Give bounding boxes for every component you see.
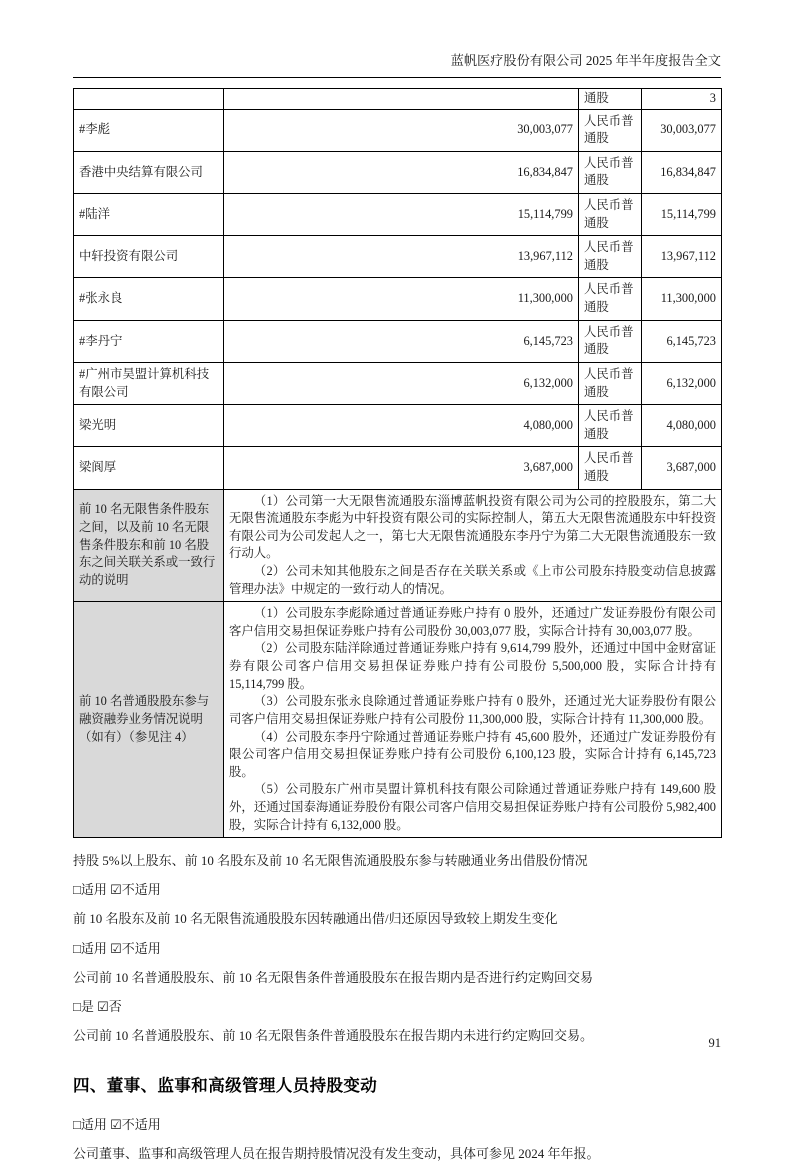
cell-amount: 30,003,077: [224, 109, 579, 151]
cell-name: 中轩投资有限公司: [74, 236, 224, 278]
table-row: [74, 236, 722, 278]
cell-share-type: 人民币普通股: [579, 109, 642, 151]
cell-name: #李彪: [74, 109, 224, 151]
cell-name: #张永良: [74, 278, 224, 320]
cell-amount: 15,114,799: [224, 194, 579, 236]
cell-amount: 4,080,000: [224, 405, 579, 447]
cell-share-type: 人民币普通股: [579, 278, 642, 320]
cell-name: [74, 89, 224, 110]
cell-share-number: 6,132,000: [642, 362, 722, 404]
cell-share-number: 16,834,847: [642, 151, 722, 193]
cell-name: #陆洋: [74, 194, 224, 236]
cell-share-number: 4,080,000: [642, 405, 722, 447]
question-1-choice[interactable]: □适用 ☑不适用: [73, 882, 161, 898]
table-row-carryover: [74, 89, 722, 110]
cell-share-number: 6,145,723: [642, 320, 722, 362]
cell-amount: 6,132,000: [224, 362, 579, 404]
cell-share-number: 15,114,799: [642, 194, 722, 236]
cell-amount: 13,967,112: [224, 236, 579, 278]
margin-note-paragraph: （2）公司股东陆洋除通过普通证券账户持有 9,614,799 股外，还通过中国中金财富证券有限公司客户信用交易担保证券账户持有公司股份 5,500,000 股，实际合计持有 15,114,799 股。: [229, 641, 716, 691]
question-1-title: 持股 5%以上股东、前 10 名股东及前 10 名无限售流通股股东参与转融通业务出借股份情况: [73, 853, 588, 869]
cell-share-type: 通股: [579, 89, 642, 110]
relation-note-paragraph: （2）公司未知其他股东之间是否存在关联关系或《上市公司股东持股变动信息披露管理办法》中规定的一致行动人的情况。: [229, 564, 716, 596]
relation-note-paragraph: （1）公司第一大无限售流通股东淄博蓝帆投资有限公司为公司的控股股东，第二大无限售流通股东李彪为中轩投资有限公司的实际控制人，第五大无限售流通股东中轩投资有限公司为公司发起人之一，第七大无限售流通股东李丹宁为第二大无限售流通股东一致行动人。: [229, 493, 716, 561]
cell-share-type: 人民币普通股: [579, 405, 642, 447]
margin-note-paragraph: （1）公司股东李彪除通过普通证券账户持有 0 股外，还通过广发证券股份有限公司客户信用交易担保证券账户持有公司股份 30,003,077 股，实际合计持有 30,003,077 股。: [229, 606, 716, 638]
margin-note-paragraph: （5）公司股东广州市昊盟计算机科技有限公司除通过普通证券账户持有 149,600 股外，还通过国泰海通证券股份有限公司客户信用交易担保证券账户持有公司股份 5,982,400 股，实际合计持有 6,132,000 股。: [229, 782, 716, 832]
cell-amount: 11,300,000: [224, 278, 579, 320]
question-3-answer: 公司前 10 名普通股股东、前 10 名无限售条件普通股股东在报告期内未进行约定购回交易。: [73, 1028, 594, 1043]
body-text-block: [73, 851, 721, 1164]
cell-share-type: 人民币普通股: [579, 236, 642, 278]
cell-amount: [224, 89, 579, 110]
cell-name: 梁光明: [74, 405, 224, 447]
cell-relation-note-label: 前 10 名无限售条件股东之间，以及前 10 名无限售条件股东和前 10 名股东之间关联关系或一致行动的说明: [74, 489, 224, 602]
cell-amount: 16,834,847: [224, 151, 579, 193]
section-heading-four: 四、董事、监事和高级管理人员持股变动: [73, 1077, 378, 1096]
table-row: [74, 194, 722, 236]
cell-relation-note-body: [224, 489, 722, 602]
cell-share-number: 13,967,112: [642, 236, 722, 278]
cell-share-number: 3: [642, 89, 722, 110]
table-row: [74, 151, 722, 193]
page-number: 91: [708, 1036, 721, 1050]
table-row: [74, 320, 722, 362]
section-four-choice[interactable]: □适用 ☑不适用: [73, 1117, 161, 1133]
header-divider: [73, 77, 721, 78]
table-row: [74, 278, 722, 320]
running-header: 蓝帆医疗股份有限公司 2025 年半年度报告全文: [450, 53, 721, 68]
cell-amount: 6,145,723: [224, 320, 579, 362]
cell-name: 香港中央结算有限公司: [74, 151, 224, 193]
cell-name: #广州市昊盟计算机科技有限公司: [74, 362, 224, 404]
table-row: [74, 405, 722, 447]
cell-margin-note-body: [224, 602, 722, 838]
question-2-title: 前 10 名股东及前 10 名无限售流通股股东因转融通出借/归还原因导致较上期发生变化: [73, 911, 558, 927]
question-3-title: 公司前 10 名普通股股东、前 10 名无限售条件普通股股东在报告期内是否进行约定购回交易: [73, 969, 594, 985]
cell-share-type: 人民币普通股: [579, 194, 642, 236]
table-body: [74, 89, 722, 838]
cell-share-number: 30,003,077: [642, 109, 722, 151]
cell-share-type: 人民币普通股: [579, 151, 642, 193]
cell-share-type: 人民币普通股: [579, 447, 642, 489]
margin-note-paragraph: （4）公司股东李丹宁除通过普通证券账户持有 45,600 股外，还通过广发证券股份有限公司客户信用交易担保证券账户持有公司股份 6,100,123 股，实际合计持有 6,145,723 股。: [229, 729, 716, 779]
table-row: [74, 362, 722, 404]
cell-share-number: 3,687,000: [642, 447, 722, 489]
top-shareholders-table: [73, 88, 722, 838]
section-four-answer: 公司董事、监事和高级管理人员在报告期持股情况没有发生变动，具体可参见 2024 年年报。: [73, 1146, 600, 1162]
margin-note-paragraph: （3）公司股东张永良除通过普通证券账户持有 0 股外，还通过光大证券股份有限公司客户信用交易担保证券账户持有公司股份 11,300,000 股，实际合计持有 11,300,000 股。: [229, 694, 716, 726]
page-content: [73, 88, 721, 1173]
cell-share-type: 人民币普通股: [579, 362, 642, 404]
table-row: [74, 447, 722, 489]
table-row: [74, 109, 722, 151]
table-row-margin-note: [74, 602, 722, 838]
cell-name: #李丹宁: [74, 320, 224, 362]
cell-share-number: 11,300,000: [642, 278, 722, 320]
cell-name: 梁阆厚: [74, 447, 224, 489]
cell-amount: 3,687,000: [224, 447, 579, 489]
question-3-choice[interactable]: □是 ☑否: [73, 998, 122, 1014]
cell-share-type: 人民币普通股: [579, 320, 642, 362]
cell-margin-note-label: 前 10 名普通股股东参与融资融券业务情况说明（如有）（参见注 4）: [74, 602, 224, 838]
table-row-relation-note: [74, 489, 722, 602]
question-2-choice[interactable]: □适用 ☑不适用: [73, 940, 161, 956]
